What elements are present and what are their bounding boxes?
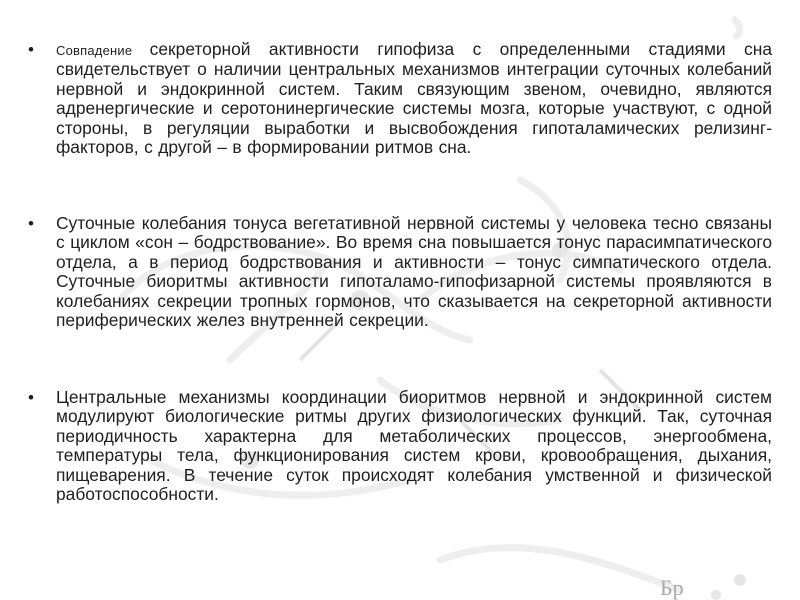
bullet-item <box>28 214 772 388</box>
bullet-text: секреторной активности гипофиза с определенными стадиями сна свидетельствует о наличии центральных механизмов интеграции суточных колебаний нервной и эндокринной систем. Таким связующим звеном, очевидно, являются адренергические и серотонинергические системы мозга, которые участвуют, с одной стороны, в регуляции выработки и высвобождения гипоталамических релизинг-факторов, с другой – в формировании ритмов сна. <box>56 39 772 158</box>
bullet-marker: • <box>28 388 34 407</box>
bullet-text: Центральные механизмы координации биоритмов нервной и эндокринной систем модулируют биологические ритмы других физиологических функций. Так, суточная периодичность характерна для метаболических процессов, энергообмена, температуры тела, функционирования систем крови, кровообращения, дыхания, пищеварения. В течение суток происходят колебания умственной и физической работоспособности. <box>56 387 772 505</box>
diagram-line <box>440 548 680 590</box>
bullet-text: Суточные колебания тонуса вегетативной нервной системы у человека тесно связаны с циклом «сон – бодрствование». Во время сна повышается тонус парасимпатического отдела, а в период бодрствования и активности – тонус симпатического отдела. Суточные биоритмы активности гипоталамо-гипофизарной системы проявляются в колебаниях секреции тропных гормонов, что сказывается на секреторной активности периферических желез внутренней секреции. <box>56 213 772 331</box>
bullet-marker: • <box>28 40 34 59</box>
bullet-item <box>28 40 772 214</box>
bullet-list <box>28 40 772 504</box>
diagram-line <box>735 20 740 36</box>
bullet-item <box>28 388 772 504</box>
diagram-node <box>734 574 746 586</box>
diagram-label: Бр <box>660 575 684 600</box>
bullet-marker: • <box>28 214 34 233</box>
bullet-lead-word: Совпадение <box>56 43 150 58</box>
diagram-node <box>711 590 721 600</box>
